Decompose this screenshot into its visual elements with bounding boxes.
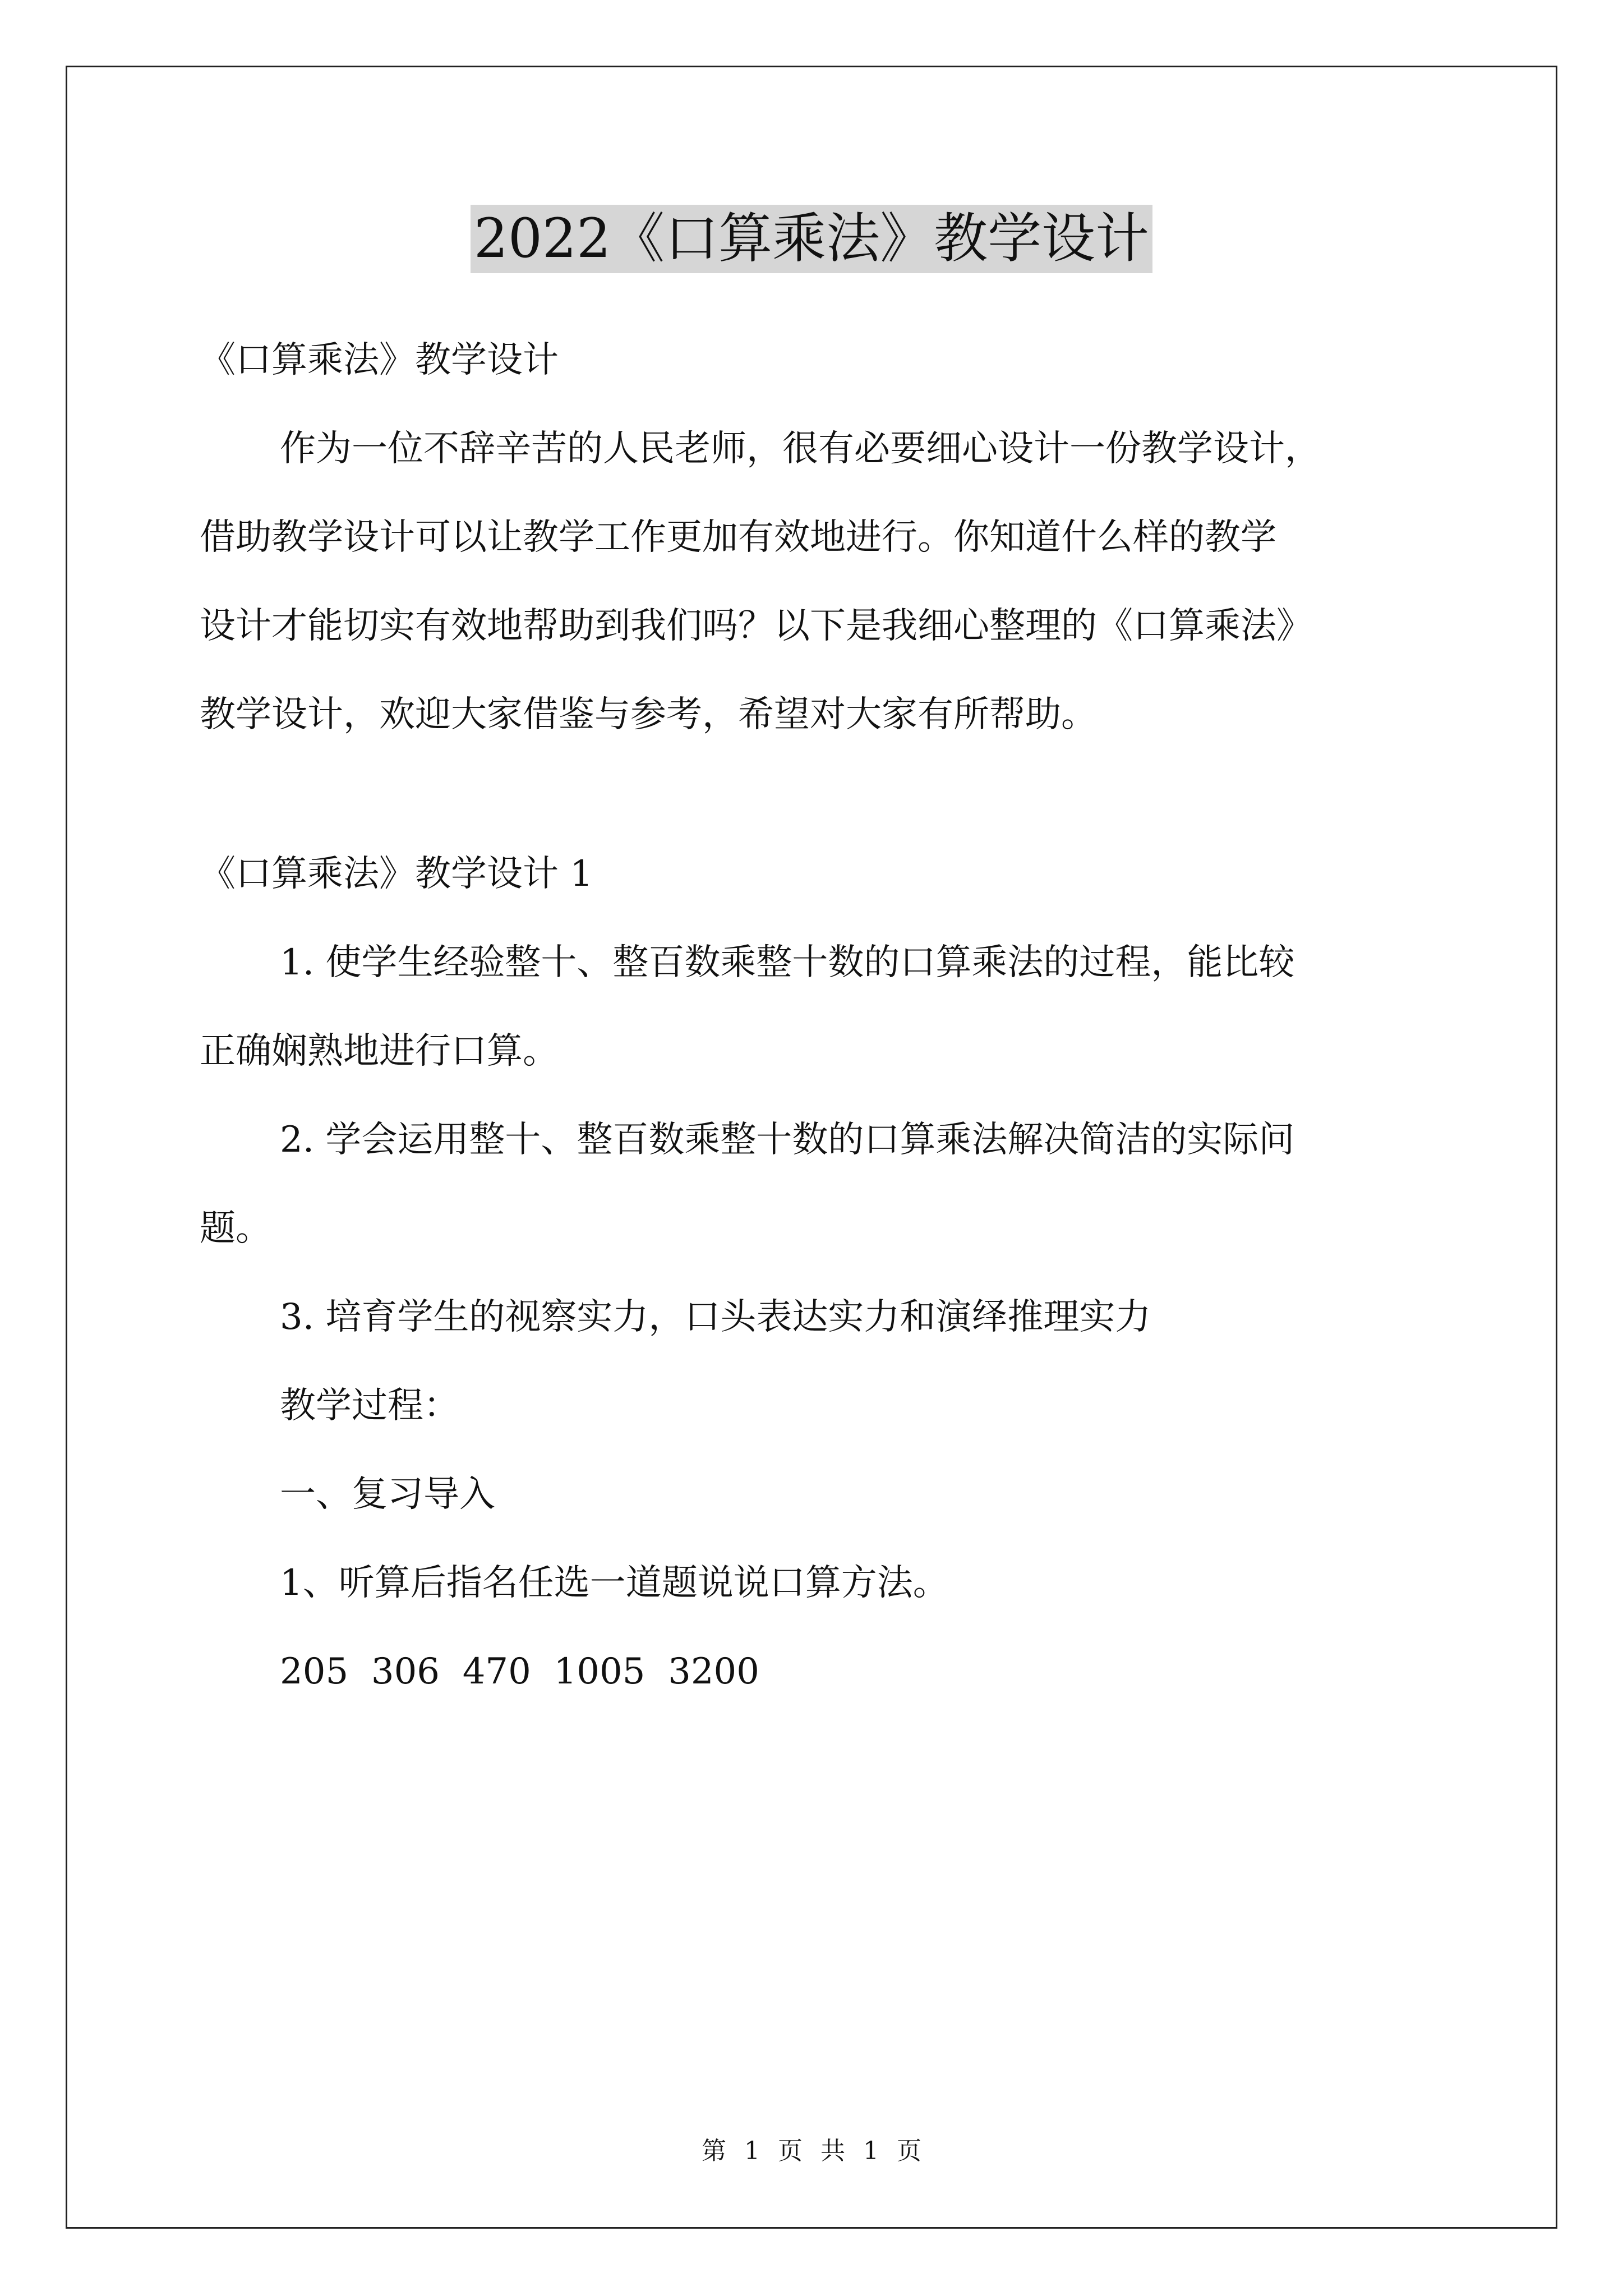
objective-3: 3. 培育学生的视察实力，口头表达实力和演绎推理实力 — [280, 1296, 1151, 1338]
subtitle-line: 《口算乘法》教学设计 — [200, 339, 559, 381]
step-review-heading: 一、复习导入 — [280, 1474, 495, 1515]
intro-paragraph-line-3: 设计才能切实有效地帮助到我们吗？以下是我细心整理的《口算乘法》 — [200, 605, 1312, 647]
section-heading-1: 《口算乘法》教学设计 1 — [200, 853, 593, 895]
objective-2-line-2: 题。 — [200, 1208, 271, 1249]
number-list: 205 306 470 1005 3200 — [280, 1651, 759, 1692]
process-heading: 教学过程： — [280, 1385, 459, 1427]
intro-paragraph-line-2: 借助教学设计可以让教学工作更加有效地进行。你知道什么样的教学 — [200, 517, 1276, 558]
step-review-item-1: 1、听算后指名任选一道题说说口算方法。 — [280, 1562, 949, 1604]
objective-2-line-1: 2. 学会运用整十、整百数乘整十数的口算乘法解决简洁的实际问 — [280, 1119, 1295, 1161]
document-body — [200, 339, 1433, 1742]
intro-paragraph-line-4: 教学设计，欢迎大家借鉴与参考，希望对大家有所帮助。 — [200, 694, 1097, 735]
intro-paragraph-line-1: 作为一位不辞辛苦的人民老师，很有必要细心设计一份教学设计， — [280, 428, 1321, 470]
objective-1-line-2: 正确娴熟地进行口算。 — [200, 1030, 559, 1072]
objective-1-line-1: 1. 使学生经验整十、整百数乘整十数的口算乘法的过程，能比较 — [280, 942, 1295, 983]
page-number-footer: 第 1 页 共 1 页 — [702, 2137, 921, 2165]
document-title — [0, 205, 1623, 273]
document-title-text: 2022《口算乘法》教学设计 — [471, 205, 1152, 273]
